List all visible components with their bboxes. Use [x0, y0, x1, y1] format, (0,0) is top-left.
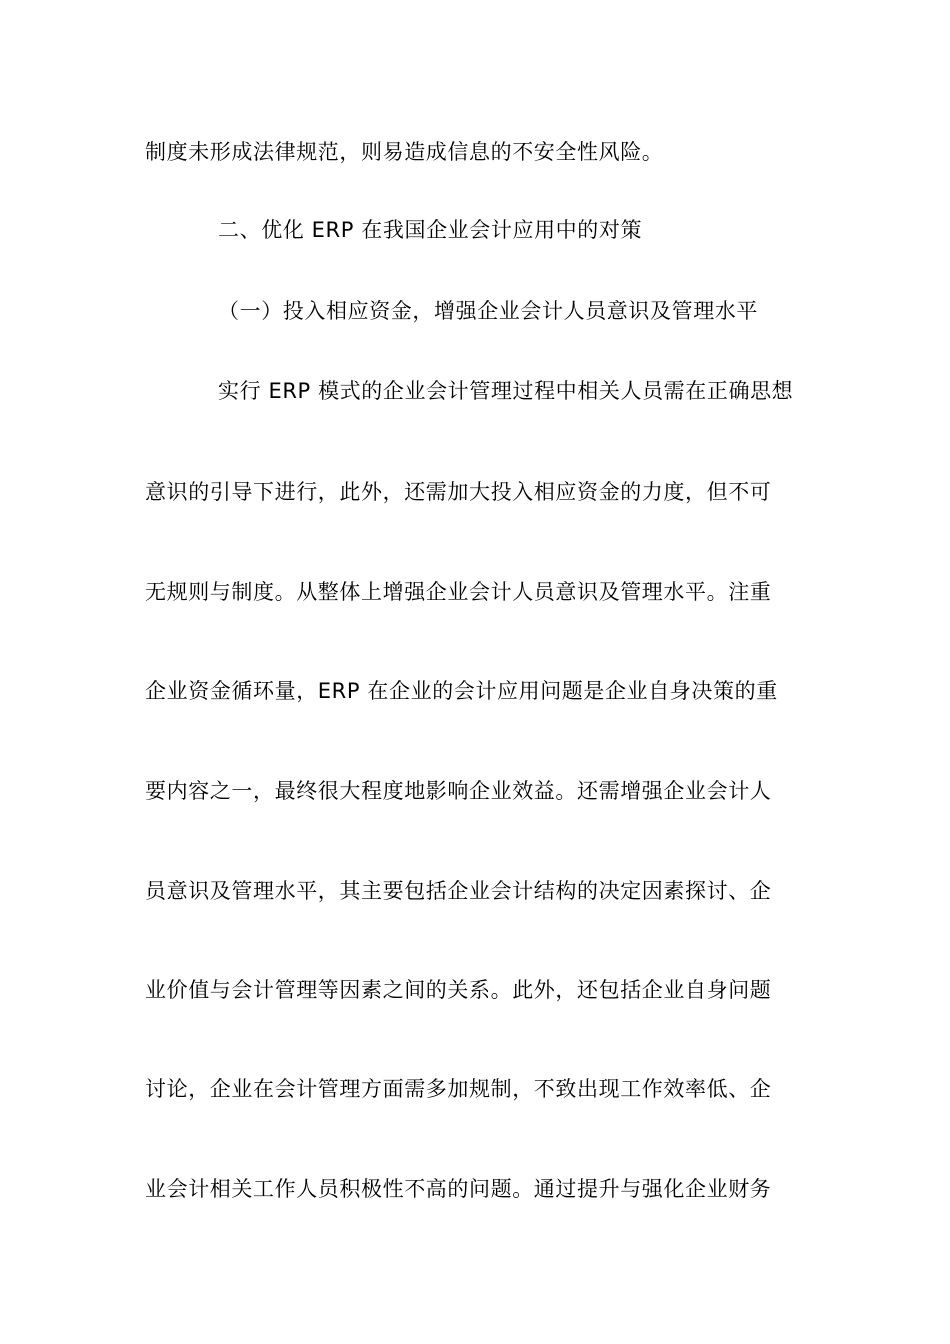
- paragraph-line: 要内容之一，最终很大程度地影响企业效益。还需增强企业会计人: [145, 779, 772, 803]
- paragraph-line: 实行 ERP 模式的企业会计管理过程中相关人员需在正确思想: [218, 379, 794, 403]
- paragraph-line: 讨论，企业在会计管理方面需多加规制，不致出现工作效率低、企: [145, 1077, 772, 1101]
- paragraph-line: 员意识及管理水平，其主要包括企业会计结构的决定因素探讨、企: [145, 879, 772, 903]
- paragraph-line: 企业资金循环量，ERP 在企业的会计应用问题是企业自身决策的重: [145, 679, 778, 703]
- subsection-heading: （一）投入相应资金，增强企业会计人员意识及管理水平: [218, 299, 758, 323]
- paragraph-line: 制度未形成法律规范，则易造成信息的不安全性风险。: [145, 140, 664, 164]
- section-heading: 二、优化 ERP 在我国企业会计应用中的对策: [218, 218, 643, 242]
- paragraph-line: 意识的引导下进行，此外，还需加大投入相应资金的力度，但不可: [145, 480, 772, 504]
- paragraph-line: 业会计相关工作人员积极性不高的问题。通过提升与强化企业财务: [145, 1177, 772, 1201]
- paragraph-line: 业价值与会计管理等因素之间的关系。此外，还包括企业自身问题: [145, 978, 772, 1002]
- paragraph-line: 无规则与制度。从整体上增强企业会计人员意识及管理水平。注重: [145, 580, 772, 604]
